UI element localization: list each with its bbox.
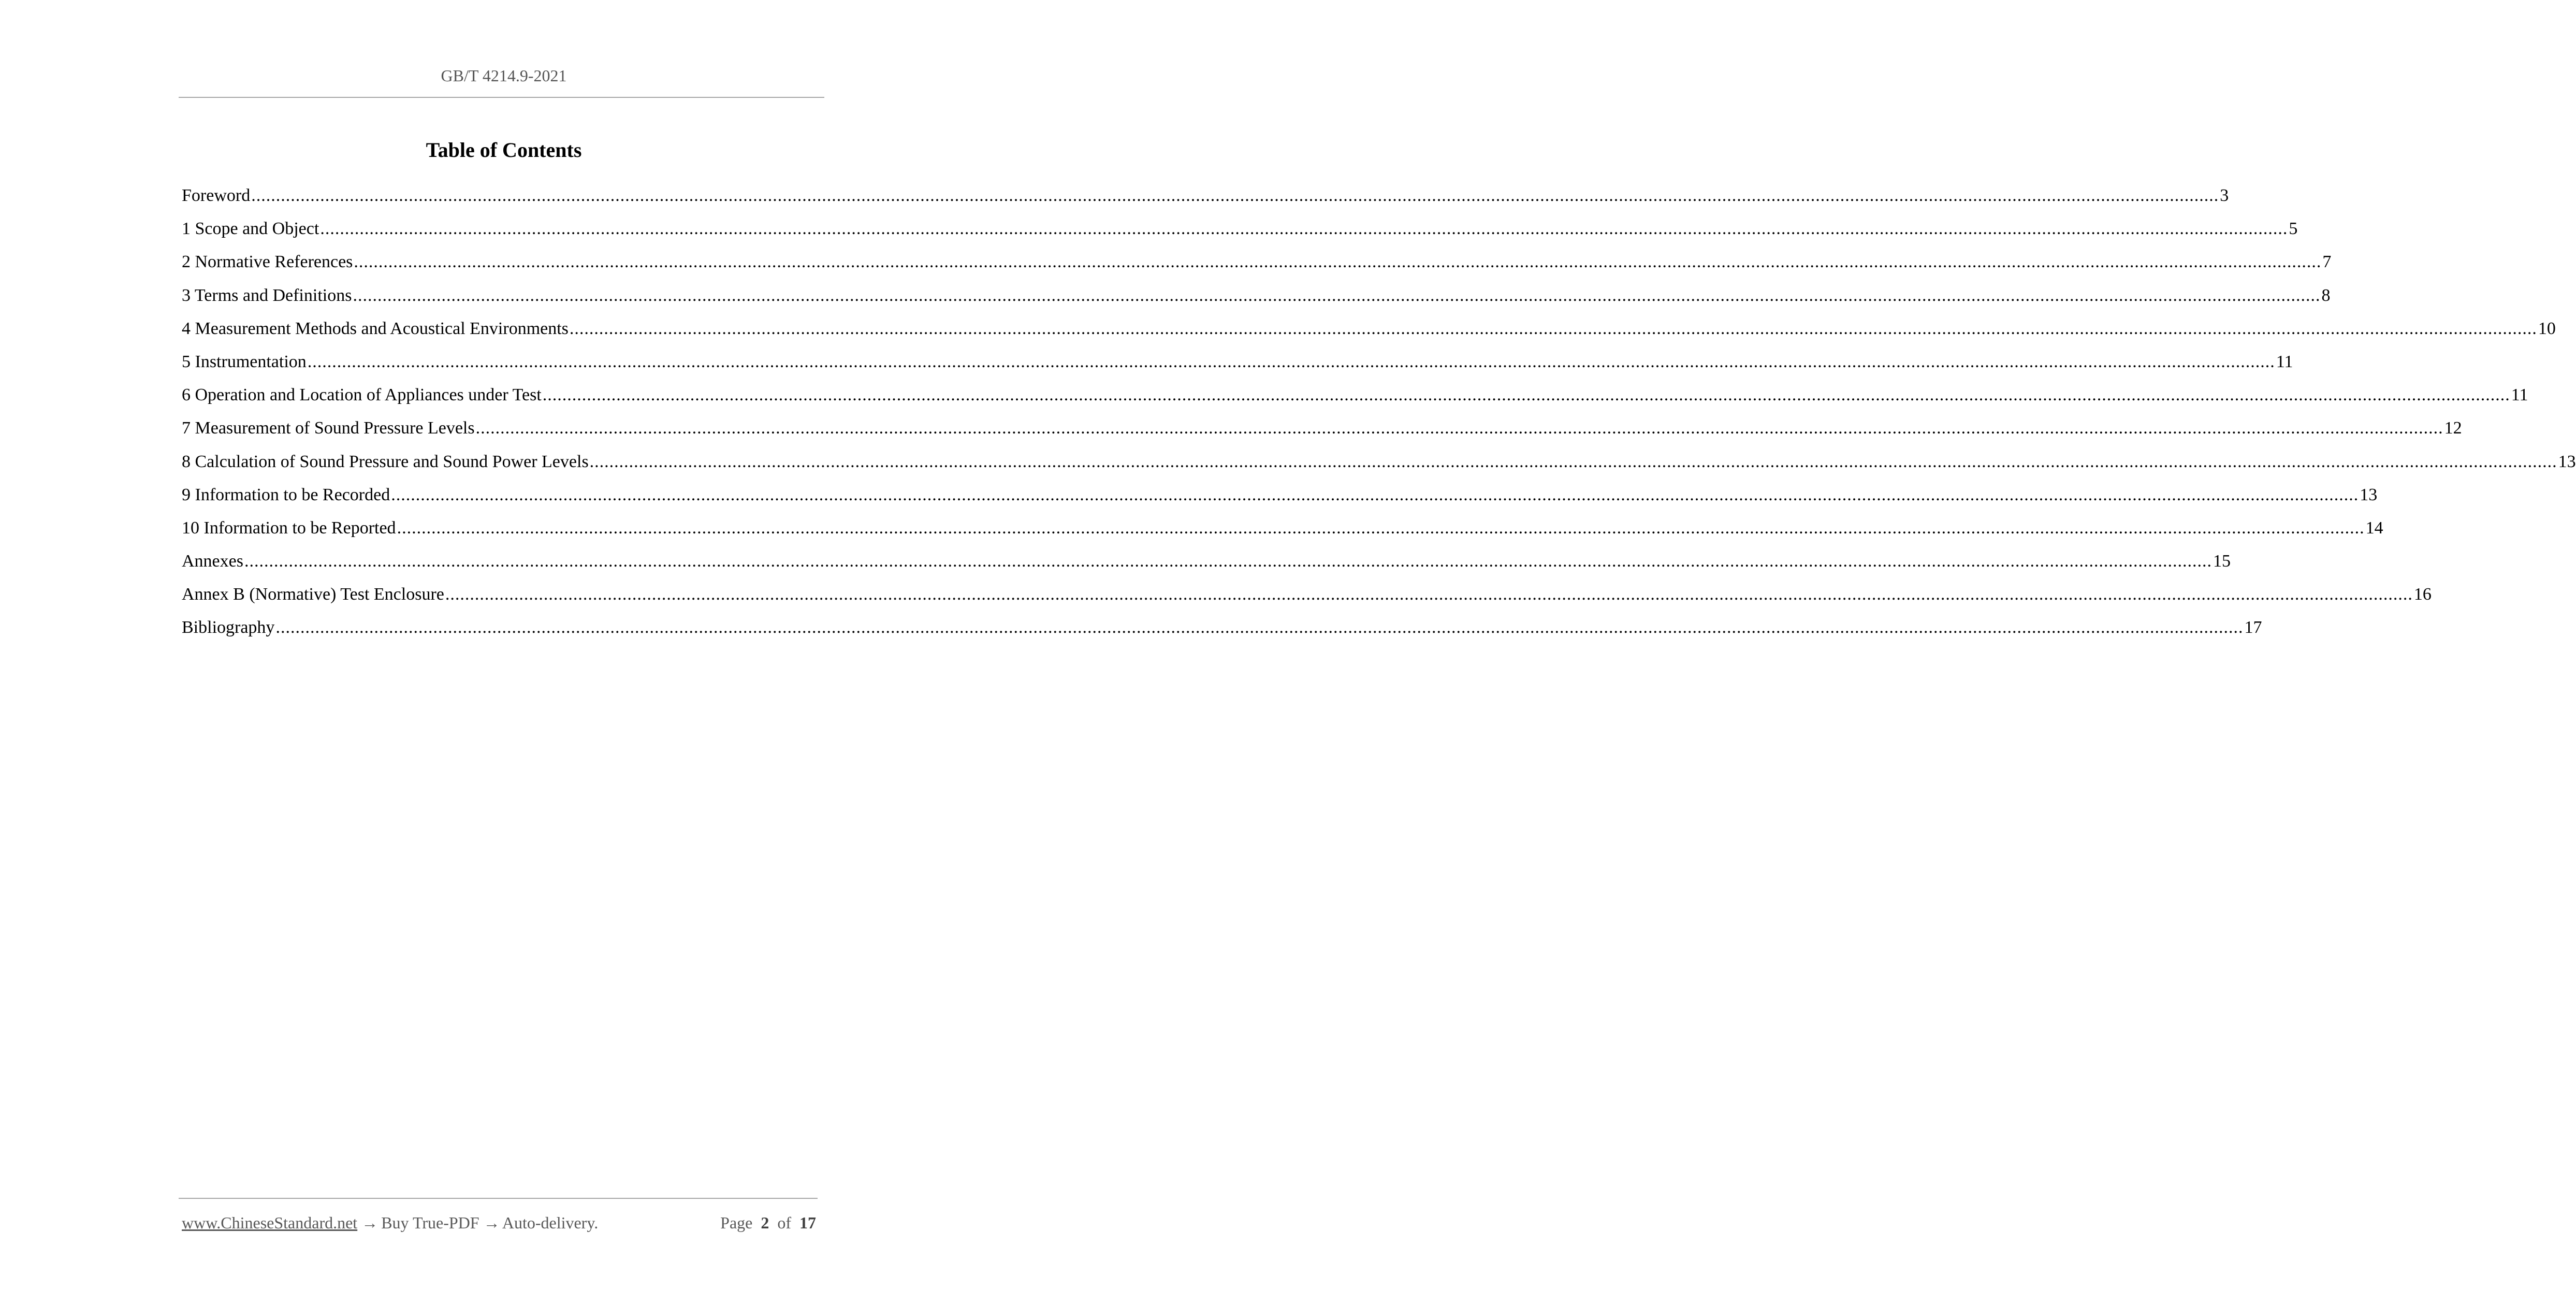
toc-entry-page: 17 <box>2244 618 2262 637</box>
of-word: of <box>777 1213 791 1232</box>
toc-entry-label: 3 Terms and Definitions <box>182 285 352 305</box>
toc-dot-leader: ................................................................................................................................................................................................................................................................................................................................................................................................................ <box>542 385 2510 405</box>
toc-entry-page: 13 <box>2360 485 2378 504</box>
header-divider <box>179 97 824 98</box>
page-number <box>720 1211 816 1234</box>
toc-entry[interactable] <box>182 251 2332 284</box>
toc-dot-leader: ................................................................................................................................................................................................................................................................................................................................................................................................................ <box>445 585 2413 604</box>
toc-entry-page: 8 <box>2321 285 2331 305</box>
toc-dot-leader: ................................................................................................................................................................................................................................................................................................................................................................................................................ <box>589 452 2557 471</box>
toc-list <box>182 184 2576 650</box>
footer-step-delivery: Auto-delivery. <box>502 1213 599 1232</box>
toc-entry-page: 14 <box>2365 518 2383 538</box>
toc-entry-page: 13 <box>2558 452 2576 471</box>
toc-entry-page: 12 <box>2444 418 2462 438</box>
current-page: 2 <box>761 1213 769 1232</box>
page-word: Page <box>720 1213 753 1232</box>
toc-dot-leader: ................................................................................................................................................................................................................................................................................................................................................................................................................ <box>391 485 2359 504</box>
toc-entry[interactable] <box>182 351 2293 384</box>
toc-entry[interactable] <box>182 218 2298 251</box>
toc-dot-leader: ................................................................................................................................................................................................................................................................................................................................................................................................................ <box>320 219 2288 239</box>
toc-entry[interactable] <box>182 550 2231 583</box>
website-link[interactable]: www.ChineseStandard.net <box>182 1213 358 1232</box>
toc-dot-leader: ................................................................................................................................................................................................................................................................................................................................................................................................................ <box>307 352 2275 371</box>
footer-step-buy: Buy True-PDF <box>381 1213 479 1232</box>
right-arrow-icon: → <box>361 1213 379 1232</box>
toc-entry-page: 5 <box>2289 219 2298 239</box>
toc-entry[interactable] <box>182 517 2383 550</box>
toc-entry-label: 1 Scope and Object <box>182 219 319 239</box>
toc-entry[interactable] <box>182 616 2262 649</box>
right-arrow-icon: → <box>483 1213 500 1232</box>
toc-entry-label: 9 Information to be Recorded <box>182 485 390 504</box>
toc-entry-label: 2 Normative References <box>182 252 353 272</box>
toc-entry-label: Bibliography <box>182 618 275 637</box>
toc-dot-leader: ................................................................................................................................................................................................................................................................................................................................................................................................................ <box>353 285 2321 305</box>
toc-entry-label: 4 Measurement Methods and Acoustical Environments <box>182 318 569 338</box>
toc-entry[interactable] <box>182 184 2229 218</box>
footer-divider <box>179 1198 818 1199</box>
toc-entry-page: 7 <box>2322 252 2332 272</box>
toc-dot-leader: ................................................................................................................................................................................................................................................................................................................................................................................................................ <box>244 552 2212 571</box>
total-pages: 17 <box>799 1213 816 1232</box>
toc-entry[interactable] <box>182 384 2528 417</box>
footer-promo <box>182 1211 598 1234</box>
toc-dot-leader: ................................................................................................................................................................................................................................................................................................................................................................................................................ <box>569 318 2537 338</box>
toc-entry[interactable] <box>182 284 2331 317</box>
toc-entry[interactable] <box>182 451 2576 484</box>
page-footer <box>182 1211 816 1234</box>
toc-entry[interactable] <box>182 317 2556 351</box>
toc-entry-label: Foreword <box>182 186 251 205</box>
toc-entry-page: 11 <box>2511 385 2528 405</box>
toc-entry-label: 6 Operation and Location of Appliances under Test <box>182 385 542 405</box>
toc-title: Table of Contents <box>426 138 582 162</box>
toc-entry-label: 10 Information to be Reported <box>182 518 396 538</box>
toc-entry[interactable] <box>182 484 2378 517</box>
toc-entry[interactable] <box>182 583 2432 616</box>
toc-dot-leader: ................................................................................................................................................................................................................................................................................................................................................................................................................ <box>475 418 2443 438</box>
toc-entry-page: 10 <box>2538 318 2556 338</box>
toc-entry-label: Annex B (Normative) Test Enclosure <box>182 585 444 604</box>
toc-entry-label: 5 Instrumentation <box>182 352 307 371</box>
toc-entry[interactable] <box>182 417 2462 450</box>
toc-entry-page: 11 <box>2276 352 2293 371</box>
toc-entry-label: 7 Measurement of Sound Pressure Levels <box>182 418 475 438</box>
toc-dot-leader: ................................................................................................................................................................................................................................................................................................................................................................................................................ <box>354 252 2322 272</box>
toc-entry-page: 15 <box>2213 552 2231 571</box>
toc-dot-leader: ................................................................................................................................................................................................................................................................................................................................................................................................................ <box>275 618 2244 637</box>
toc-dot-leader: ................................................................................................................................................................................................................................................................................................................................................................................................................ <box>397 518 2365 538</box>
document-header: GB/T 4214.9-2021 <box>441 66 567 85</box>
toc-entry-label: 8 Calculation of Sound Pressure and Sound Power Levels <box>182 452 589 471</box>
toc-entry-page: 3 <box>2220 186 2229 205</box>
toc-entry-page: 16 <box>2413 585 2432 604</box>
toc-dot-leader: ................................................................................................................................................................................................................................................................................................................................................................................................................ <box>251 186 2219 205</box>
toc-entry-label: Annexes <box>182 552 243 571</box>
